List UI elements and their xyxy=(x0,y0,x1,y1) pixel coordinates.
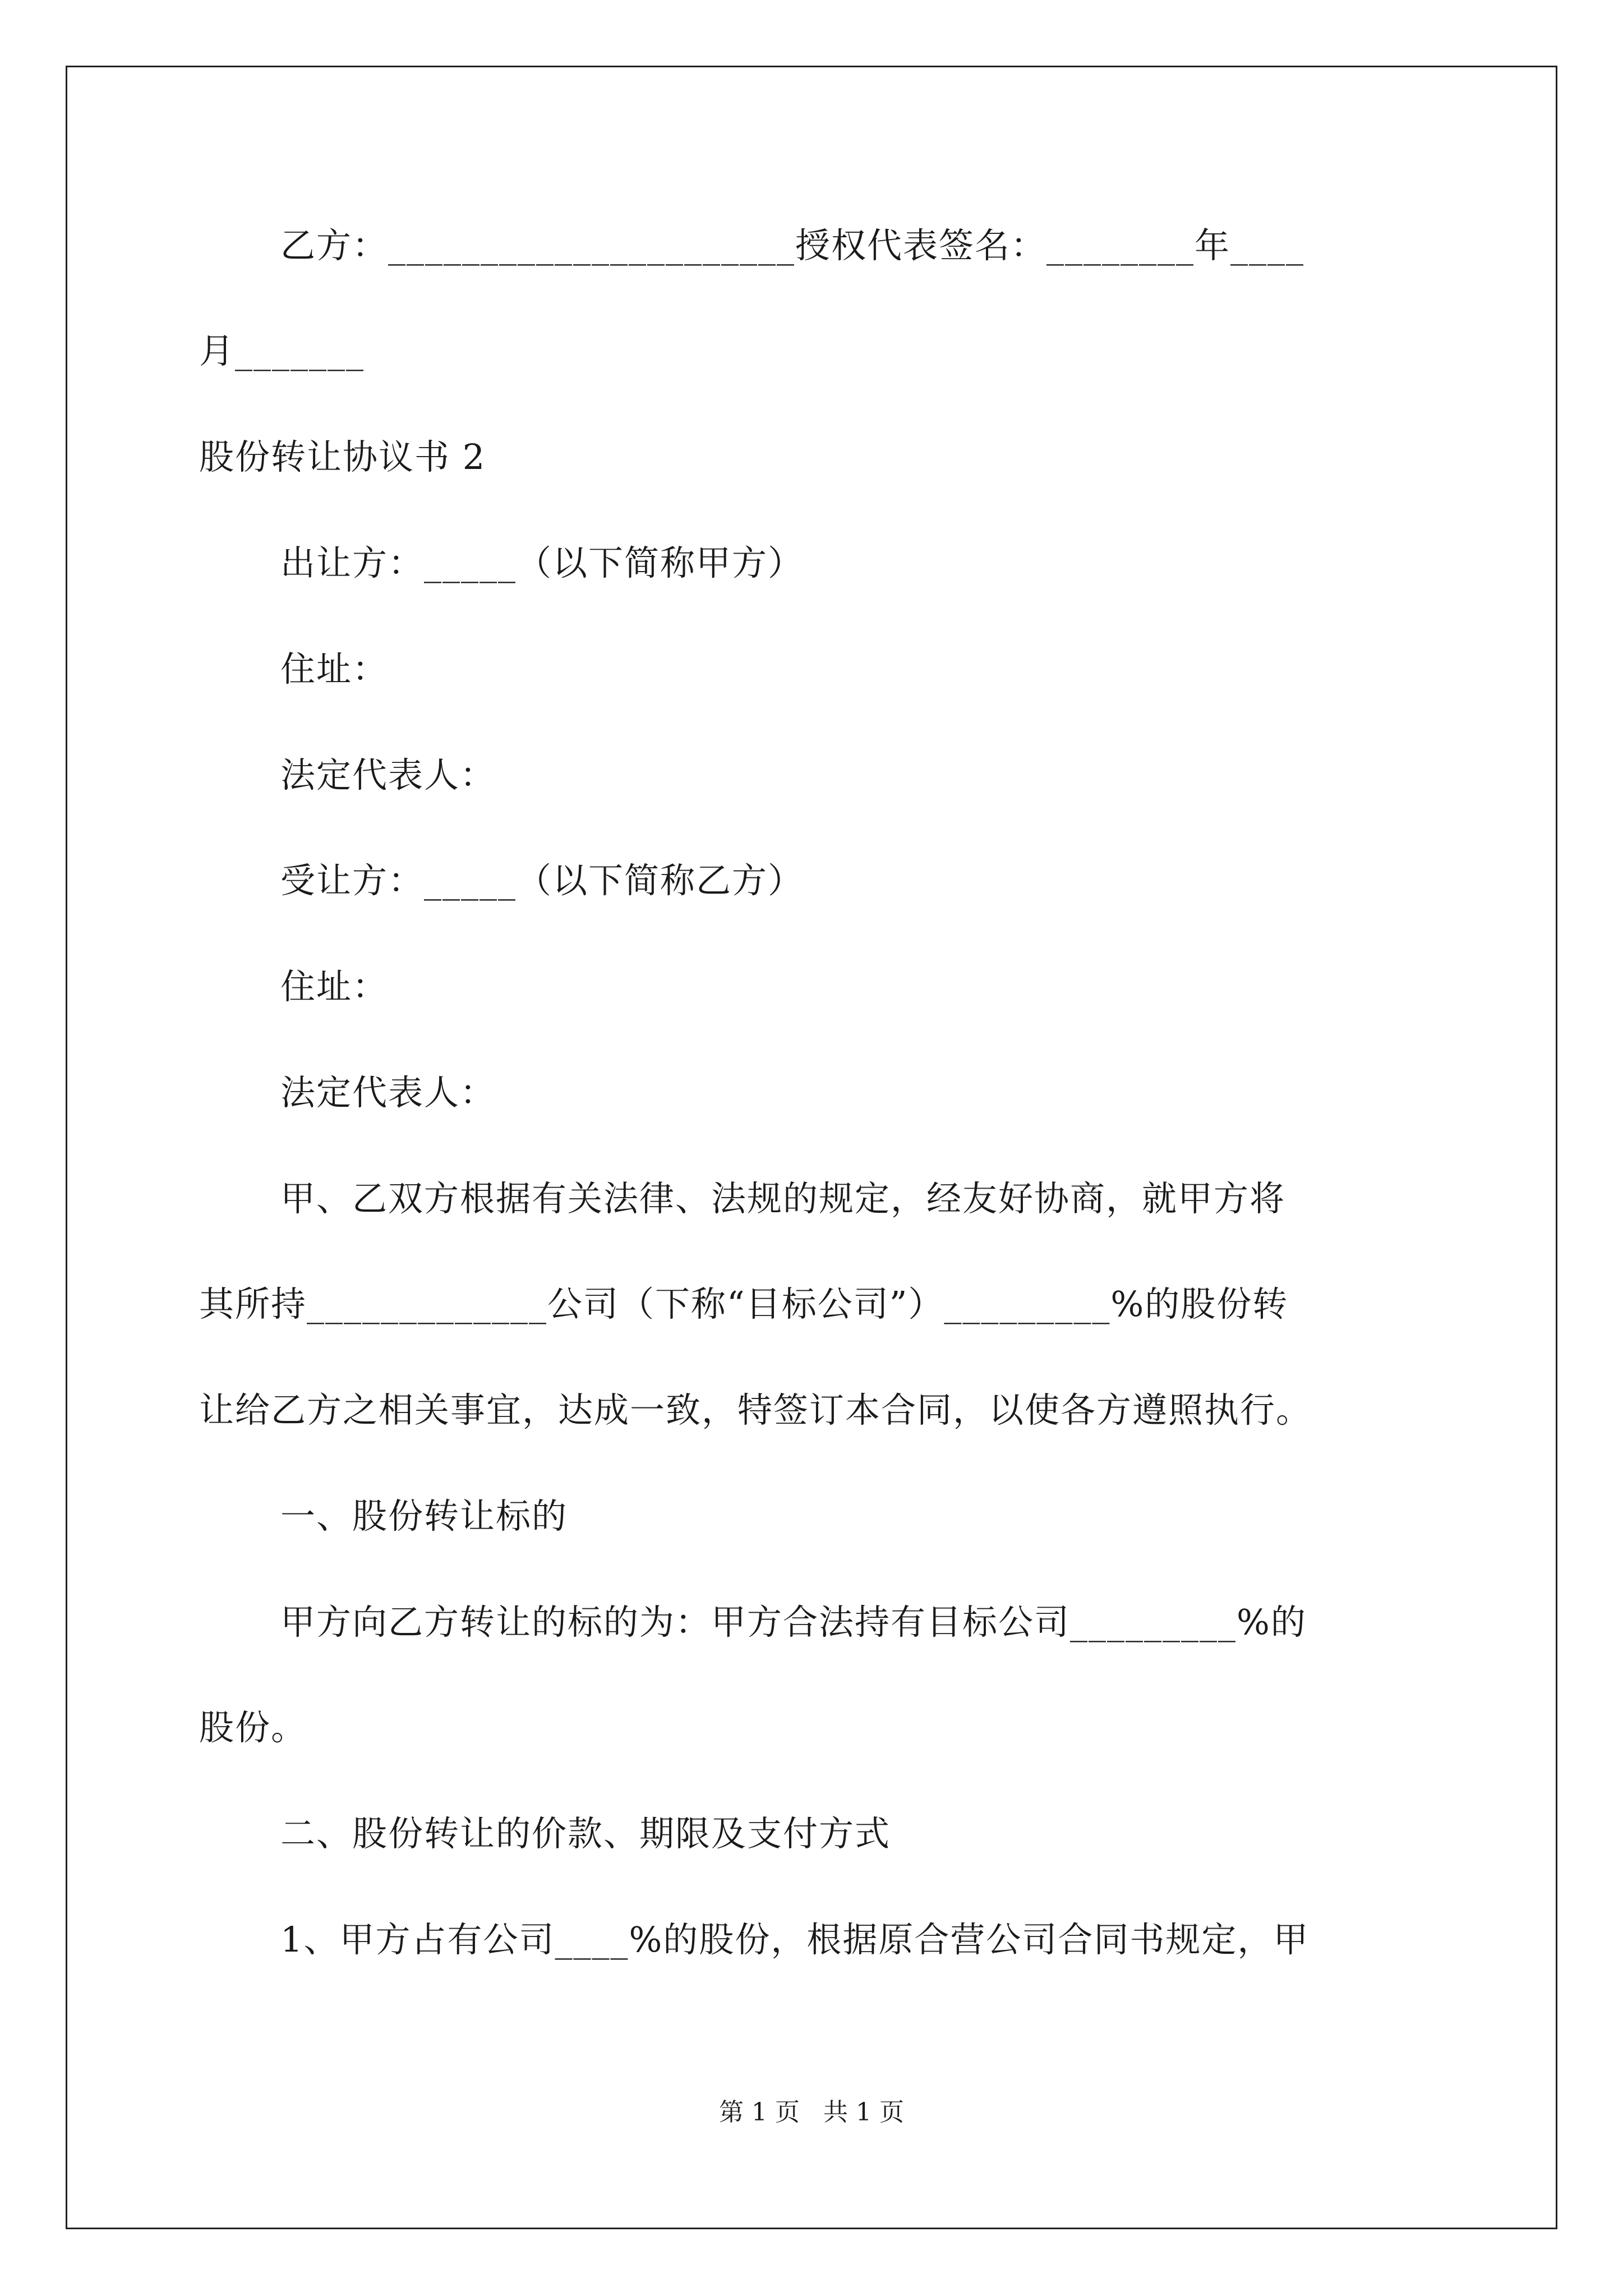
transferee-line: 受让方：_____（以下简称乙方） xyxy=(280,860,804,901)
page-number-footer: 第 1 页 共 1 页 xyxy=(719,2098,904,2127)
section-2-clause-1: 1、甲方占有公司____%的股份，根据原合营公司合同书规定，甲 xyxy=(280,1919,1310,1960)
transferor-address: 住址： xyxy=(280,648,389,689)
preamble-line-1: 甲、乙双方根据有关法律、法规的规定，经友好协商，就甲方将 xyxy=(280,1178,1286,1219)
preamble-line-2: 其所持_____________公司（下称“目标公司”）_________%的股份转 xyxy=(199,1283,1289,1324)
section-heading-1: 一、股份转让标的 xyxy=(280,1496,568,1536)
transferor-line: 出让方：_____（以下简称甲方） xyxy=(280,542,804,583)
signature-line-month: 月_______ xyxy=(199,330,365,371)
transferee-address: 住址： xyxy=(280,966,389,1007)
transferee-legal-rep: 法定代表人： xyxy=(280,1072,496,1113)
preamble-line-3: 让给乙方之相关事宜，达成一致，特签订本合同，以使各方遵照执行。 xyxy=(199,1389,1312,1430)
transferor-legal-rep: 法定代表人： xyxy=(280,754,496,795)
page-border xyxy=(66,66,1557,2229)
section-1-line-1: 甲方向乙方转让的标的为：甲方合法持有目标公司_________%的 xyxy=(280,1602,1307,1642)
section-heading-2: 二、股份转让的价款、期限及支付方式 xyxy=(280,1813,891,1854)
document-title: 股份转让协议书 2 xyxy=(199,436,486,477)
signature-line-party-b: 乙方：______________________授权代表签名：________年____ xyxy=(280,225,1305,266)
section-1-line-2: 股份。 xyxy=(199,1707,307,1748)
